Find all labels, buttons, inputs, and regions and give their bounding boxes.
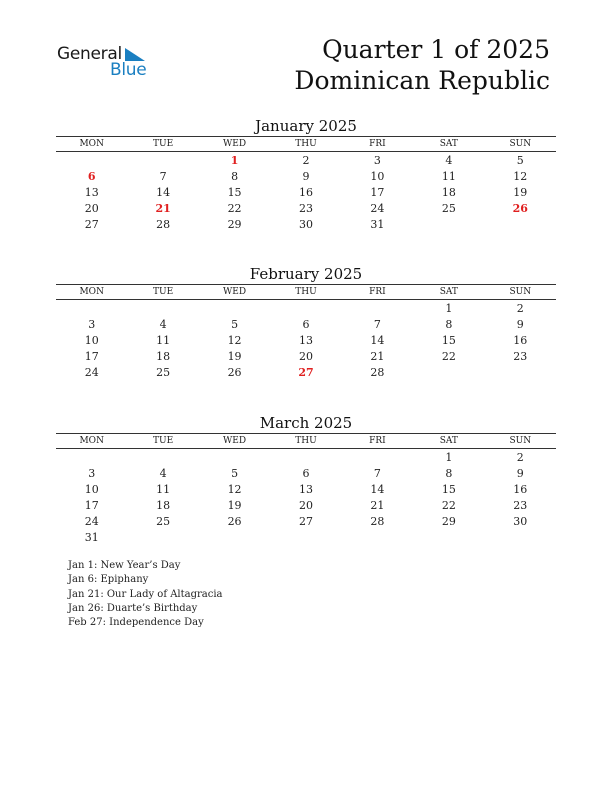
day-cell: 11 — [156, 483, 171, 496]
empty-day-cell — [199, 530, 270, 546]
day-cell: 24 — [84, 515, 99, 528]
page-title — [294, 34, 550, 96]
day-cell: 7 — [373, 467, 381, 480]
day-cell: 8 — [445, 318, 453, 331]
weekday-label: TUE — [153, 436, 174, 446]
day-cell: 18 — [156, 350, 171, 363]
day-cell: 27 — [298, 515, 313, 528]
day-cell: 25 — [156, 366, 171, 379]
day-cell: 11 — [156, 334, 171, 347]
holiday-day-cell: 27 — [298, 366, 314, 379]
weekday-label: MON — [79, 436, 104, 446]
empty-day-cell — [413, 365, 484, 381]
day-cell: 10 — [370, 170, 385, 183]
day-cell: 5 — [516, 154, 524, 167]
day-cell: 5 — [231, 467, 239, 480]
holiday-item: Jan 26: Duarte’s Birthday — [68, 602, 198, 614]
day-cell: 10 — [84, 334, 99, 347]
day-cell: 25 — [156, 515, 171, 528]
day-cell: 24 — [370, 202, 385, 215]
day-cell: 2 — [302, 154, 310, 167]
day-cell: 23 — [513, 499, 528, 512]
day-cell: 22 — [227, 202, 242, 215]
empty-day-cell — [413, 530, 484, 546]
day-cell: 9 — [516, 318, 524, 331]
weekday-label: SUN — [509, 139, 532, 149]
weekday-label: MON — [79, 287, 104, 297]
day-cell: 14 — [156, 186, 171, 199]
empty-day-cell — [270, 450, 341, 466]
day-cell: 29 — [441, 515, 456, 528]
month-calendar-january — [56, 116, 556, 233]
day-cell: 13 — [298, 483, 313, 496]
day-cell: 13 — [84, 186, 99, 199]
day-cell: 15 — [441, 483, 456, 496]
empty-day-cell — [199, 450, 270, 466]
day-cell: 11 — [441, 170, 456, 183]
month-title: January 2025 — [255, 117, 357, 135]
month-title: February 2025 — [249, 265, 363, 283]
day-cell: 14 — [370, 483, 385, 496]
empty-day-cell — [342, 530, 413, 546]
holiday-day-cell: 6 — [87, 170, 96, 183]
weekday-header — [56, 136, 556, 152]
day-cell: 23 — [298, 202, 313, 215]
day-cell: 19 — [513, 186, 528, 199]
day-cell: 7 — [373, 318, 381, 331]
day-cell: 26 — [227, 366, 242, 379]
day-cell: 15 — [441, 334, 456, 347]
title-country: Dominican Republic — [294, 66, 550, 95]
empty-day-cell — [127, 450, 198, 466]
day-cell: 2 — [516, 302, 524, 315]
day-cell: 1 — [445, 302, 453, 315]
day-cell: 7 — [159, 170, 167, 183]
month-days — [56, 300, 556, 381]
day-cell: 20 — [298, 350, 313, 363]
day-cell: 9 — [302, 170, 310, 183]
weekday-label: SAT — [439, 287, 458, 297]
month-calendar-march — [56, 413, 556, 546]
logo-text-blue: Blue — [110, 60, 147, 80]
weekday-label: SUN — [509, 287, 532, 297]
holiday-item: Jan 1: New Year’s Day — [68, 560, 181, 571]
title-quarter: Quarter 1 of 2025 — [322, 35, 550, 64]
holiday-day-cell: 26 — [512, 202, 528, 215]
holiday-item: Jan 6: Epiphany — [68, 574, 149, 586]
weekday-header — [56, 284, 556, 300]
weekday-label: SUN — [509, 436, 532, 446]
empty-day-cell — [127, 301, 198, 317]
day-cell: 27 — [84, 218, 99, 231]
weekday-header — [56, 433, 556, 449]
day-cell: 8 — [445, 467, 453, 480]
empty-day-cell — [270, 301, 341, 317]
day-cell: 21 — [370, 350, 385, 363]
day-cell: 28 — [370, 366, 385, 379]
weekday-label: SAT — [439, 436, 458, 446]
generalblue-logo — [57, 44, 157, 84]
day-cell: 8 — [231, 170, 239, 183]
day-cell: 3 — [88, 318, 96, 331]
month-calendar-february — [56, 264, 556, 381]
day-cell: 15 — [227, 186, 242, 199]
day-cell: 1 — [445, 451, 453, 464]
day-cell: 14 — [370, 334, 385, 347]
day-cell: 20 — [84, 202, 99, 215]
empty-day-cell — [199, 301, 270, 317]
weekday-label: THU — [295, 436, 317, 446]
empty-day-cell — [485, 217, 556, 233]
weekday-label: FRI — [369, 287, 386, 297]
weekday-label: WED — [223, 139, 247, 149]
weekday-label: MON — [79, 139, 104, 149]
weekday-label: FRI — [369, 436, 386, 446]
day-cell: 10 — [84, 483, 99, 496]
day-cell: 9 — [516, 467, 524, 480]
holiday-item: Feb 27: Independence Day — [68, 617, 204, 629]
day-cell: 3 — [88, 467, 96, 480]
weekday-label: THU — [295, 139, 317, 149]
day-cell: 17 — [84, 350, 99, 363]
empty-day-cell — [56, 153, 127, 169]
empty-day-cell — [127, 530, 198, 546]
empty-day-cell — [413, 217, 484, 233]
month-days — [56, 152, 556, 233]
empty-day-cell — [342, 301, 413, 317]
day-cell: 4 — [159, 467, 167, 480]
empty-day-cell — [485, 365, 556, 381]
empty-day-cell — [270, 530, 341, 546]
day-cell: 16 — [513, 483, 528, 496]
logo-text-general: General — [57, 44, 122, 64]
day-cell: 16 — [298, 186, 313, 199]
empty-day-cell — [56, 450, 127, 466]
day-cell: 26 — [227, 515, 242, 528]
day-cell: 22 — [441, 350, 456, 363]
day-cell: 2 — [516, 451, 524, 464]
month-days — [56, 449, 556, 546]
weekday-label: TUE — [153, 139, 174, 149]
month-title: March 2025 — [259, 414, 353, 432]
day-cell: 4 — [159, 318, 167, 331]
holiday-item: Jan 21: Our Lady of Altagracia — [68, 588, 223, 600]
day-cell: 20 — [298, 499, 313, 512]
weekday-label: WED — [223, 436, 247, 446]
day-cell: 28 — [370, 515, 385, 528]
day-cell: 23 — [513, 350, 528, 363]
day-cell: 21 — [370, 499, 385, 512]
day-cell: 29 — [227, 218, 242, 231]
day-cell: 6 — [302, 318, 310, 331]
day-cell: 30 — [298, 218, 313, 231]
holiday-day-cell: 1 — [230, 154, 239, 167]
empty-day-cell — [127, 153, 198, 169]
day-cell: 24 — [84, 366, 99, 379]
day-cell: 6 — [302, 467, 310, 480]
day-cell: 31 — [370, 218, 385, 231]
day-cell: 12 — [227, 334, 242, 347]
day-cell: 17 — [84, 499, 99, 512]
empty-day-cell — [485, 530, 556, 546]
day-cell: 16 — [513, 334, 528, 347]
day-cell: 17 — [370, 186, 385, 199]
day-cell: 18 — [156, 499, 171, 512]
weekday-label: SAT — [439, 139, 458, 149]
day-cell: 30 — [513, 515, 528, 528]
day-cell: 31 — [84, 531, 99, 544]
day-cell: 18 — [441, 186, 456, 199]
day-cell: 19 — [227, 499, 242, 512]
day-cell: 25 — [441, 202, 456, 215]
holiday-list — [68, 559, 223, 630]
empty-day-cell — [56, 301, 127, 317]
day-cell: 19 — [227, 350, 242, 363]
weekday-label: TUE — [153, 287, 174, 297]
holiday-day-cell: 21 — [155, 202, 171, 215]
day-cell: 22 — [441, 499, 456, 512]
weekday-label: WED — [223, 287, 247, 297]
weekday-label: FRI — [369, 139, 386, 149]
day-cell: 5 — [231, 318, 239, 331]
day-cell: 12 — [227, 483, 242, 496]
day-cell: 12 — [513, 170, 528, 183]
day-cell: 4 — [445, 154, 453, 167]
empty-day-cell — [342, 450, 413, 466]
day-cell: 13 — [298, 334, 313, 347]
weekday-label: THU — [295, 287, 317, 297]
day-cell: 3 — [373, 154, 381, 167]
day-cell: 28 — [156, 218, 171, 231]
